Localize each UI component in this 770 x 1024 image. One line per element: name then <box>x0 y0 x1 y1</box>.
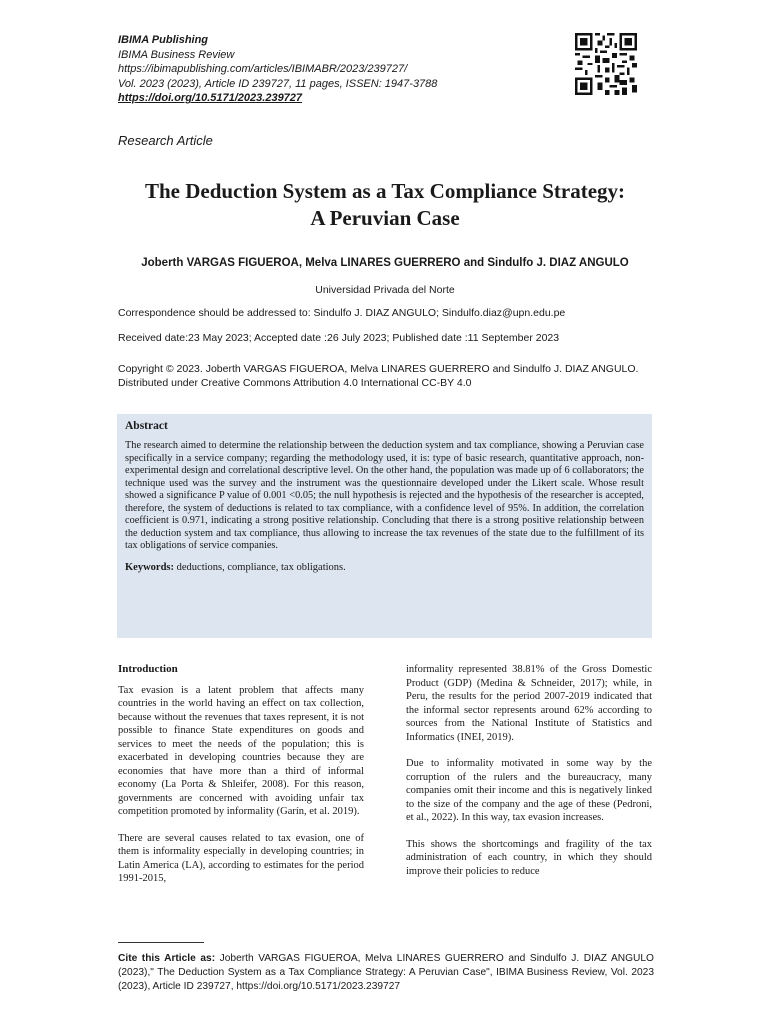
body-paragraph: informality represented 38.81% of the Gross Domestic Product (GDP) (Medina & Schneider, 2017); while, in Peru, the results for the period 2007-2019 indicated that the informal sector represents around 62% according to sources from the National Institute of Statistics and Informatics (INEI, 2019). <box>406 664 652 743</box>
article-url[interactable]: https://ibimapublishing.com/articles/IBIMABR/2023/239727/ <box>118 63 408 76</box>
introduction-heading: Introduction <box>118 663 178 675</box>
citation <box>118 952 654 994</box>
copyright-line: Copyright © 2023. Joberth VARGAS FIGUEROA, Melva LINARES GUERRERO and Sindulfo J. DIAZ ANGULO. <box>118 363 639 375</box>
copyright-notice <box>118 362 658 390</box>
doi-link[interactable]: https://doi.org/10.5171/2023.239727 <box>118 92 303 105</box>
abstract-text: The research aimed to determine the relationship between the deduction system and tax compliance, showing a Peruvian case specifically in a service company; regarding the methodology used, it is: type of basic research, quantitative approach, non-experimental design and correlational descriptive level. On the other hand, the population was made up of 6 collaborators; the technique used was the survey and the instrument was the questionnaire developed under the Likert scale. Whose result showed a significance P value of 0.001 <0.05; the null hypothesis is rejected and the hypothesis of the researcher is accepted, therefore, the system of deductions is related to tax compliance, with a confidence level of 95%. In addition, the correlation coefficient is 0.971, indicating a strong positive relationship. Concluding that there is a strong positive relationship between the deduction system and tax compliance, thus allowing to increase the tax revenues of the state due to the fulfillment of its tax obligations of service companies. <box>125 440 644 551</box>
license-line: Distributed under Creative Commons Attribution 4.0 International CC-BY 4.0 <box>118 377 472 389</box>
paper-title-line-1: The Deduction System as a Tax Compliance Strategy: <box>144 179 626 203</box>
body-paragraph: Tax evasion is a latent problem that affects many countries in the world having an effect on tax collection, because without the revenues that taxes represent, it is not possible to finance State expenditures on goods and services to meet the needs of the population; this is exacerbated in developing countries because they are economies that have more than a third of informal economy (La Porta & Shleifer, 2008). For this reason, governments are concerned with avoiding unfair tax competition promoted by informality (Garín, et al. 2019). <box>118 684 364 817</box>
right-column <box>406 663 652 891</box>
publication-dates: Received date:23 May 2023; Accepted date :26 July 2023; Published date :11 September 2023 <box>118 332 560 344</box>
body-paragraph: This shows the shortcomings and fragility of the tax administration of each country, in which they should improve their policies to reduce <box>406 838 652 877</box>
footnote-rule <box>118 942 204 943</box>
article-type: Research Article <box>118 133 213 148</box>
journal-header <box>118 33 437 106</box>
abstract-box <box>117 414 652 638</box>
body-paragraph: Due to informality motivated in some way by the corruption of the rulers and the bureaucracy, many companies omit their income and this is negatively linked to the size of the company and the age of these (Pedroni, et al., 2022). In this way, tax evasion increases. <box>406 758 652 823</box>
volume-info: Vol. 2023 (2023), Article ID 239727, 11 pages, ISSEN: 1947-3788 <box>118 77 438 90</box>
publisher-name: IBIMA Publishing <box>118 34 209 46</box>
body-paragraph: There are several causes related to tax evasion, one of them is informality especially in developing countries; in Latin America (LA), according to estimates for the period 1991-2015, <box>118 832 364 884</box>
author-list: Joberth VARGAS FIGUEROA, Melva LINARES GUERRERO and Sindulfo J. DIAZ ANGULO <box>141 257 629 269</box>
correspondence: Correspondence should be addressed to: Sindulfo J. DIAZ ANGULO; Sindulfo.diaz@upn.edu.pe <box>118 307 566 319</box>
keywords-label: Keywords: <box>125 561 174 573</box>
qr-code-icon <box>575 33 637 95</box>
left-column <box>118 663 364 899</box>
citation-text: Joberth VARGAS FIGUEROA, Melva LINARES GUERRERO and Sindulfo J. DIAZ ANGULO (2023)," The Deduction System as a Tax Compliance Strategy: A Peruvian Case", IBIMA Business Review, Vol. 2023 (2023), Article ID 239727, https://doi.org/10.5171/2023.239727 <box>118 953 654 992</box>
affiliation: Universidad Privada del Norte <box>315 284 455 296</box>
journal-name: IBIMA Business Review <box>118 48 235 61</box>
keywords-list: deductions, compliance, tax obligations. <box>176 561 346 573</box>
keywords <box>125 562 644 573</box>
paper-title <box>95 178 675 232</box>
paper-title-line-2: A Peruvian Case <box>310 206 460 230</box>
abstract-heading: Abstract <box>125 420 168 432</box>
citation-label: Cite this Article as: <box>118 953 216 964</box>
